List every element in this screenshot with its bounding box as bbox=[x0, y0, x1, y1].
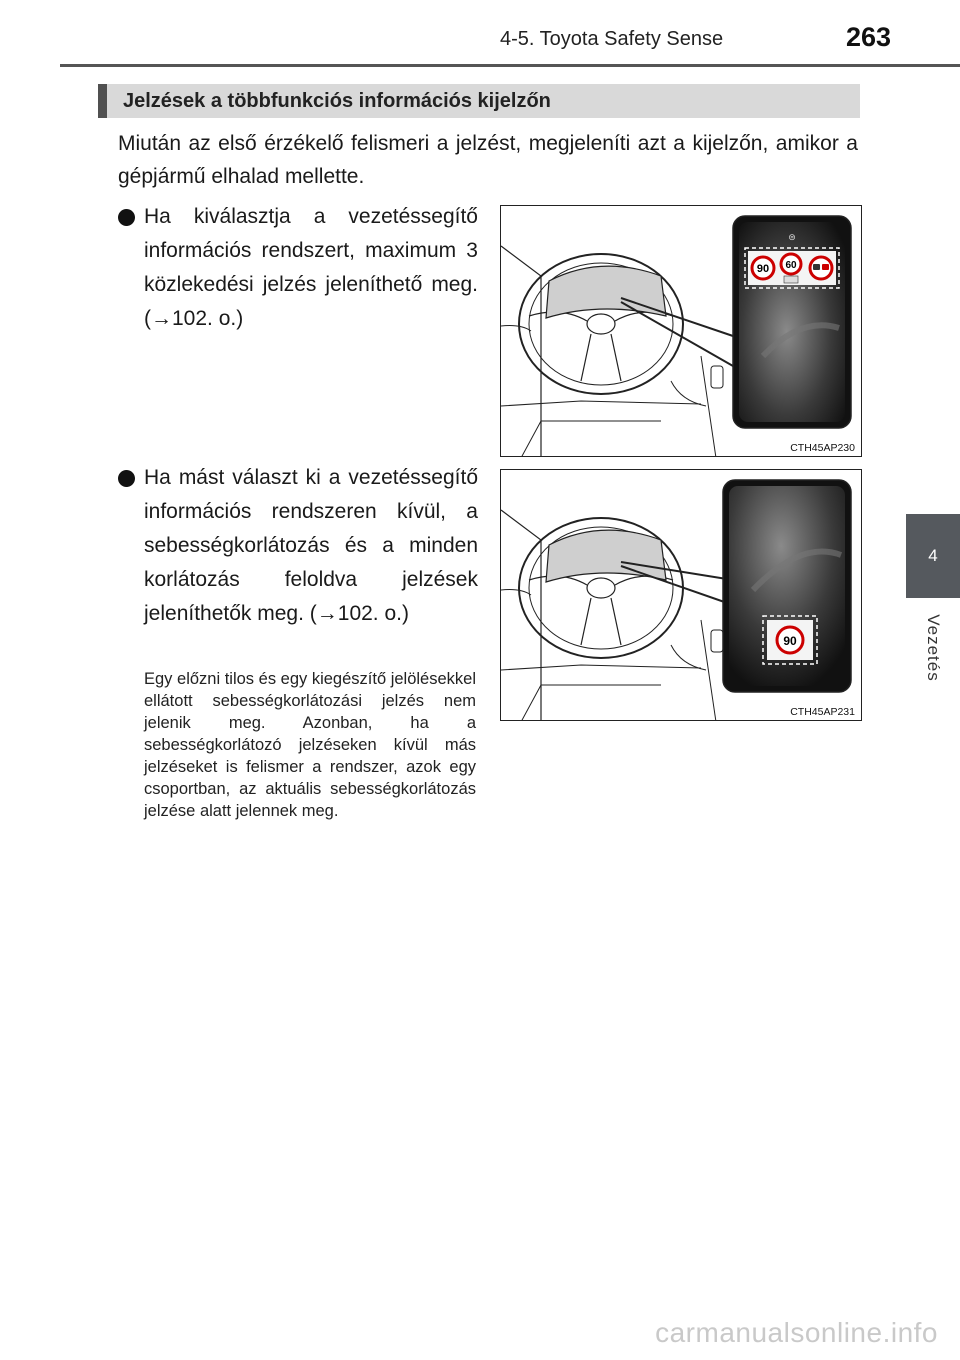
speed-sign-60: 60 bbox=[785, 260, 797, 271]
page-number: 263 bbox=[846, 22, 892, 52]
footer-watermark: carmanualsonline.info bbox=[655, 1317, 938, 1348]
page-reference: (→102. o.) bbox=[309, 602, 409, 625]
dashboard-illustration bbox=[501, 206, 862, 457]
figure-three-signs bbox=[500, 205, 862, 457]
speed-sign-90: 90 bbox=[756, 263, 770, 275]
header-rule bbox=[60, 64, 960, 67]
bullet-dot bbox=[118, 470, 135, 487]
intro-paragraph: Miután az első érzékelő felismeri a jelzést, megjeleníti azt a kijelzőn, amikor a gépjármű elhalad mellette. bbox=[118, 132, 858, 188]
chapter-tab bbox=[906, 514, 960, 598]
chapter-number: 4 bbox=[928, 546, 938, 565]
chapter-label: Vezetés bbox=[924, 614, 943, 682]
figure-code: CTH45AP231 bbox=[790, 706, 855, 718]
svg-text:⊜: ⊜ bbox=[788, 233, 796, 243]
page-reference: (→102. o.) bbox=[144, 307, 244, 330]
bullet-body: Ha mást választ ki a vezetéssegítő információs rendszeren kívül, a sebességkorlátozás és a minden korlátozás feloldva jelzések jeleníthetők meg. bbox=[144, 466, 478, 625]
bullet-item-1 bbox=[118, 200, 478, 336]
figure-single-sign bbox=[500, 469, 862, 721]
section-heading-bar bbox=[98, 84, 860, 118]
bullet-body: Ha kiválasztja a vezetéssegítő információs rendszert, maximum 3 közlekedési jelzés jeleníthető meg. bbox=[144, 205, 478, 296]
bullet-text bbox=[144, 200, 478, 336]
page-header-section: 4-5. Toyota Safety Sense bbox=[500, 28, 724, 50]
note-paragraph: Egy előzni tilos és egy kiegészítő jelölésekkel ellátott sebességkorlátozási jelzés nem jelenik meg. Azonban, ha a sebességkorlátozó jelzéseken kívül más jelzéseket is felismer a rendszer, azok egy csoportban, az aktuális sebességkorlátozás jelzése alatt jelennek meg. bbox=[144, 670, 477, 820]
figure-code: CTH45AP230 bbox=[790, 442, 855, 454]
bullet-dot bbox=[118, 209, 135, 226]
bullet-text bbox=[144, 461, 478, 631]
dashboard-illustration bbox=[501, 470, 862, 721]
speed-sign-90: 90 bbox=[783, 634, 797, 648]
section-heading: Jelzések a többfunkciós információs kijelzőn bbox=[123, 90, 551, 112]
bullet-item-2 bbox=[118, 461, 478, 631]
